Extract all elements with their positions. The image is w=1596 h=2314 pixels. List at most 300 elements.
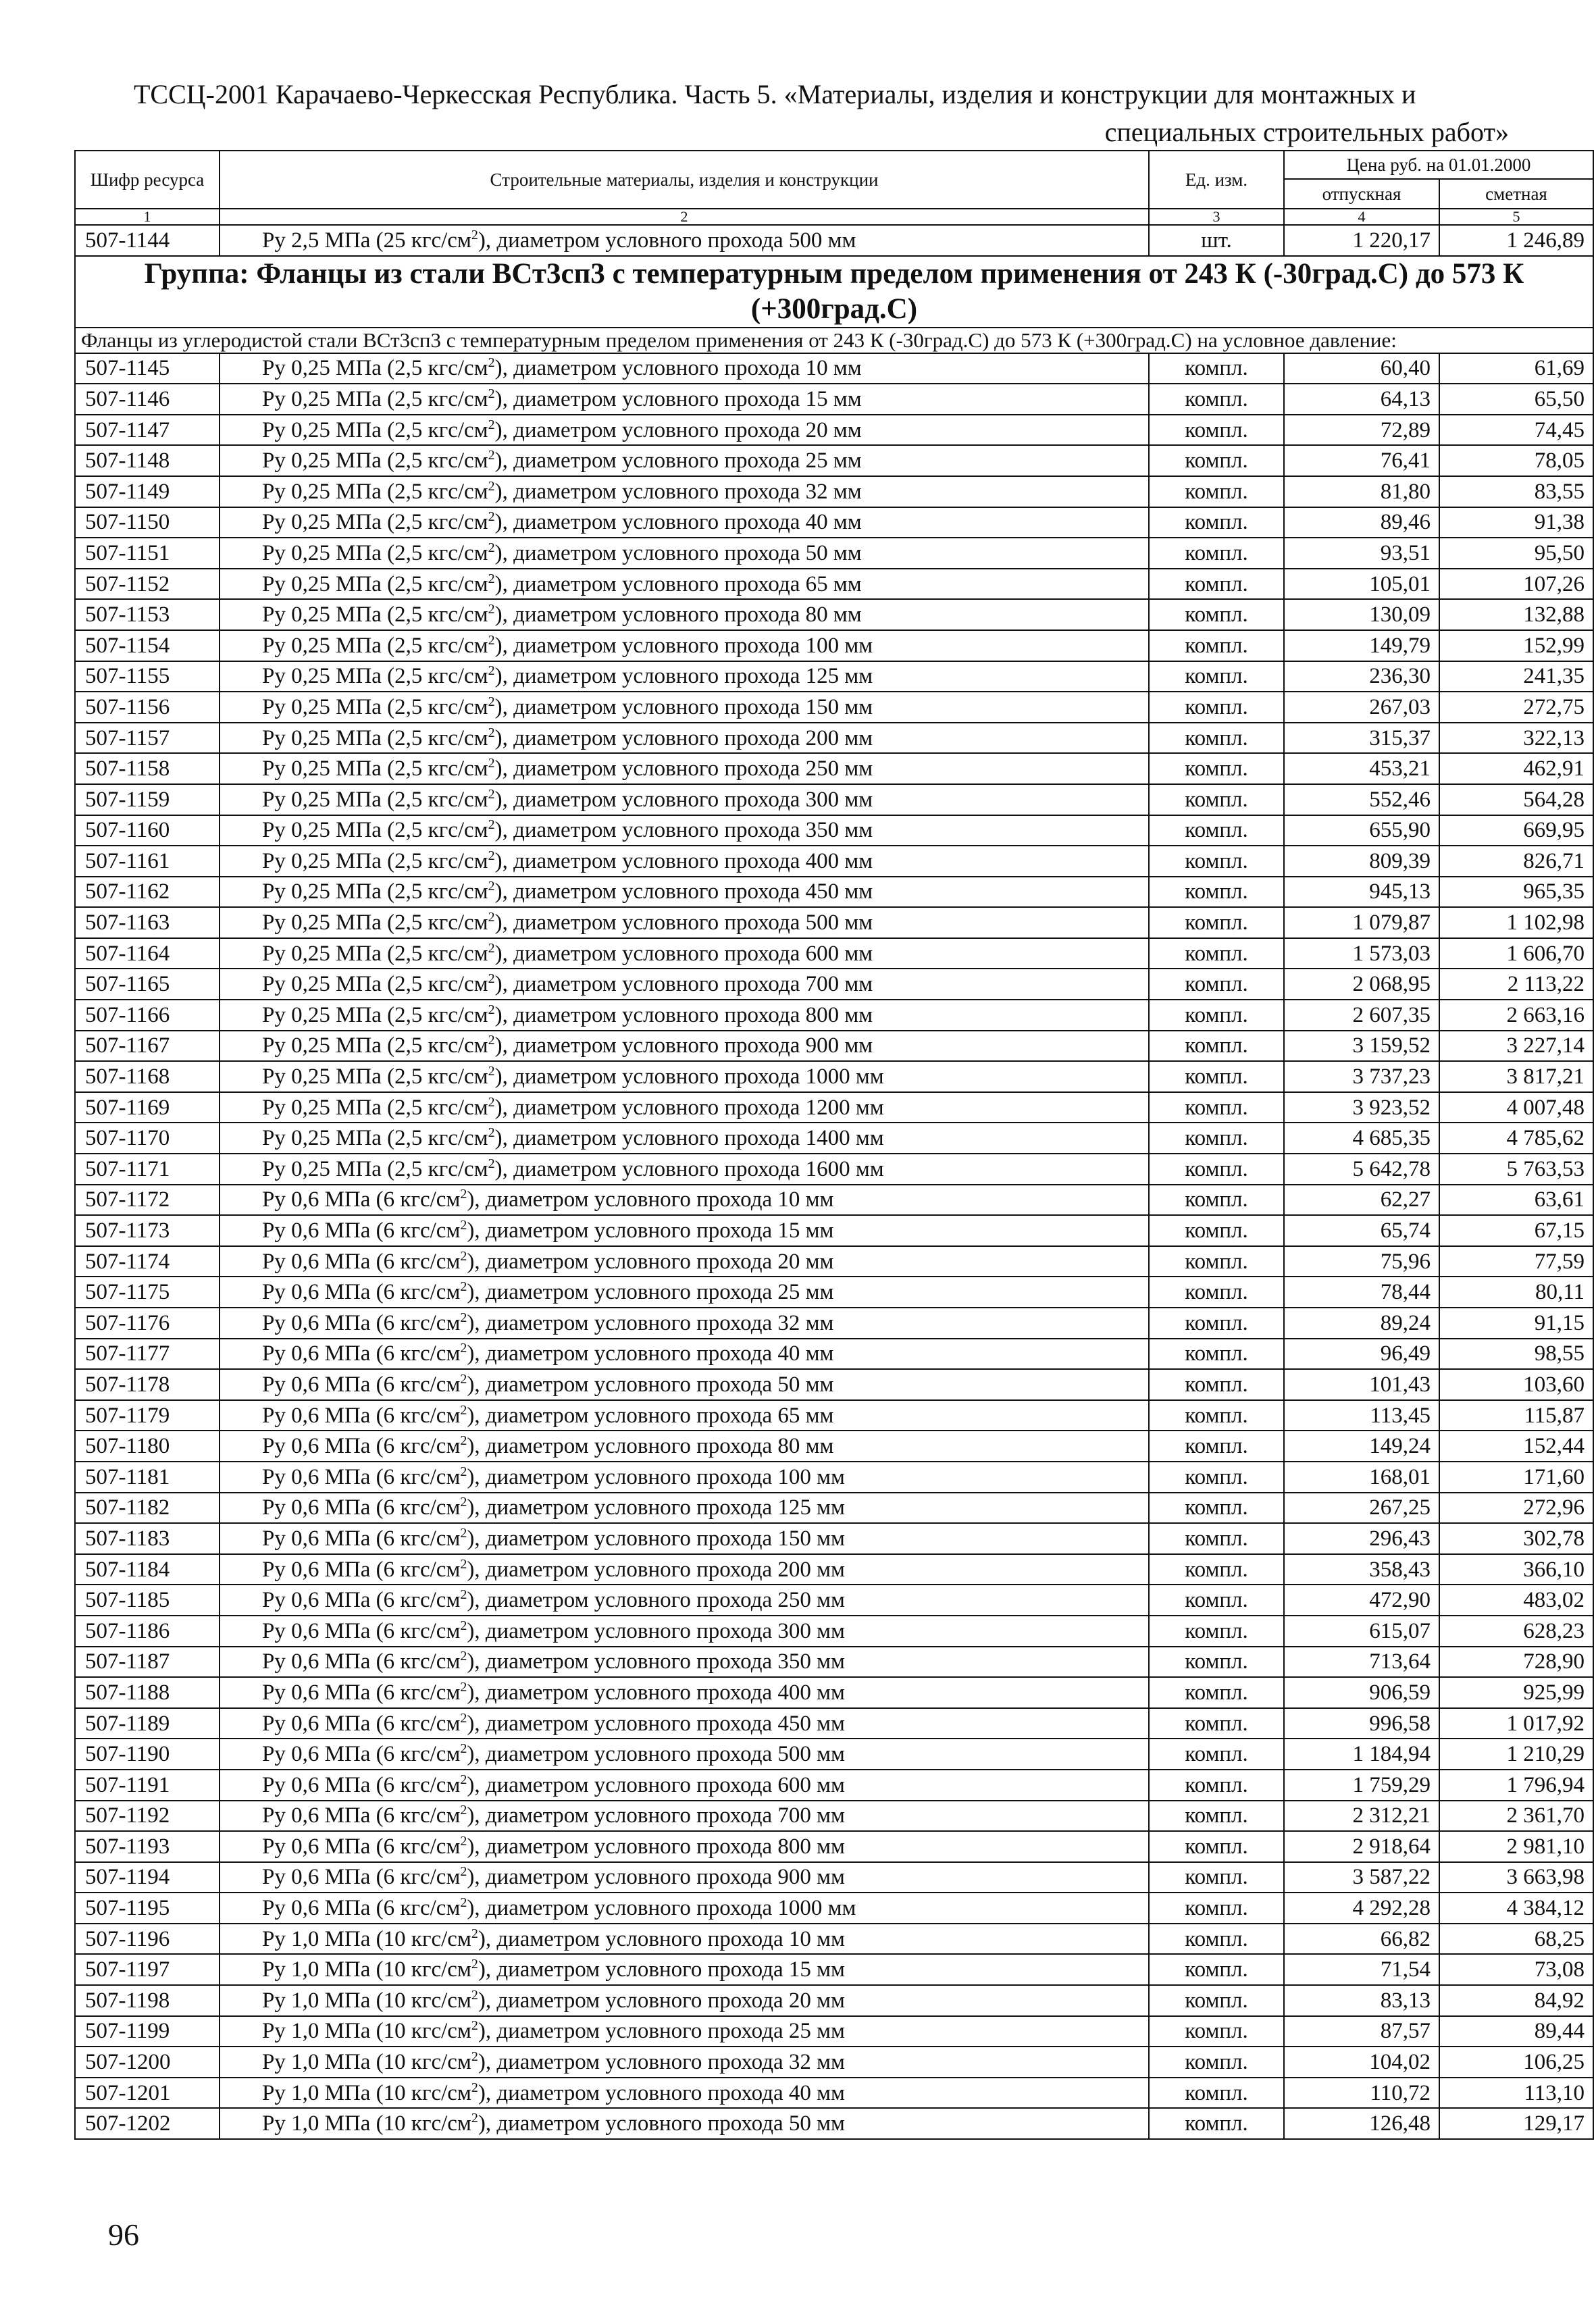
release-price: 1 759,29 bbox=[1284, 1770, 1439, 1801]
table-row bbox=[75, 630, 1593, 661]
release-price: 358,43 bbox=[1284, 1554, 1439, 1585]
table-row bbox=[75, 1554, 1593, 1585]
estimate-price: 826,71 bbox=[1439, 846, 1593, 877]
release-price: 2 312,21 bbox=[1284, 1801, 1439, 1832]
resource-code: 507-1166 bbox=[75, 1000, 220, 1031]
item-description: Ру 0,25 МПа (2,5 кгс/$см^2$), диаметром условного прохода 900 мм bbox=[220, 1031, 1149, 1062]
table-row bbox=[75, 1985, 1593, 2016]
table-row bbox=[75, 1061, 1593, 1092]
estimate-price: 2 361,70 bbox=[1439, 1801, 1593, 1832]
resource-code: 507-1181 bbox=[75, 1462, 220, 1493]
resource-code: 507-1177 bbox=[75, 1339, 220, 1370]
unit-of-measure: компл. bbox=[1149, 1000, 1284, 1031]
unit-of-measure: компл. bbox=[1149, 507, 1284, 538]
estimate-price: 65,50 bbox=[1439, 384, 1593, 415]
table-row bbox=[75, 1277, 1593, 1308]
release-price: 4 685,35 bbox=[1284, 1123, 1439, 1154]
item-description: Ру 0,6 МПа (6 кгс/$см^2$), диаметром условного прохода 50 мм bbox=[220, 1369, 1149, 1400]
unit-of-measure: компл. bbox=[1149, 1954, 1284, 1985]
group-heading-row bbox=[75, 256, 1593, 328]
resource-code: 507-1199 bbox=[75, 2016, 220, 2047]
item-description: Ру 0,6 МПа (6 кгс/$см^2$), диаметром условного прохода 150 мм bbox=[220, 1523, 1149, 1554]
item-description: Ру 0,6 МПа (6 кгс/$см^2$), диаметром условного прохода 800 мм bbox=[220, 1831, 1149, 1862]
item-description: Ру 0,6 МПа (6 кгс/$см^2$), диаметром условного прохода 400 мм bbox=[220, 1677, 1149, 1708]
unit-of-measure: компл. bbox=[1149, 1647, 1284, 1678]
resource-code: 507-1200 bbox=[75, 2047, 220, 2078]
item-description: Ру 1,0 МПа (10 кгс/$см^2$), диаметром условного прохода 25 мм bbox=[220, 2016, 1149, 2047]
table-row bbox=[75, 1000, 1593, 1031]
item-description: Ру 1,0 МПа (10 кгс/$см^2$), диаметром условного прохода 50 мм bbox=[220, 2108, 1149, 2139]
item-description: Ру 0,25 МПа (2,5 кгс/$см^2$), диаметром условного прохода 125 мм bbox=[220, 661, 1149, 692]
item-description: Ру 0,25 МПа (2,5 кгс/$см^2$), диаметром условного прохода 500 мм bbox=[220, 907, 1149, 938]
release-price: 3 737,23 bbox=[1284, 1061, 1439, 1092]
table-row bbox=[75, 1462, 1593, 1493]
estimate-price: 272,96 bbox=[1439, 1493, 1593, 1524]
release-price: 93,51 bbox=[1284, 538, 1439, 569]
unit-of-measure: компл. bbox=[1149, 1616, 1284, 1647]
estimate-price: 366,10 bbox=[1439, 1554, 1593, 1585]
unit-of-measure: компл. bbox=[1149, 1400, 1284, 1431]
column-header-code: Шифр ресурса bbox=[75, 151, 220, 209]
table-row bbox=[75, 692, 1593, 723]
estimate-price: 302,78 bbox=[1439, 1523, 1593, 1554]
release-price: 267,03 bbox=[1284, 692, 1439, 723]
release-price: 149,79 bbox=[1284, 630, 1439, 661]
estimate-price: 103,60 bbox=[1439, 1369, 1593, 1400]
release-price: 168,01 bbox=[1284, 1462, 1439, 1493]
resource-code: 507-1169 bbox=[75, 1092, 220, 1123]
estimate-price: 2 663,16 bbox=[1439, 1000, 1593, 1031]
unit-of-measure: компл. bbox=[1149, 1031, 1284, 1062]
item-description: Ру 0,6 МПа (6 кгс/$см^2$), диаметром условного прохода 450 мм bbox=[220, 1708, 1149, 1739]
estimate-price: 98,55 bbox=[1439, 1339, 1593, 1370]
item-description: Ру 0,25 МПа (2,5 кгс/$см^2$), диаметром условного прохода 800 мм bbox=[220, 1000, 1149, 1031]
table-row bbox=[75, 225, 1593, 256]
resource-code: 507-1198 bbox=[75, 1985, 220, 2016]
estimate-price: 3 817,21 bbox=[1439, 1061, 1593, 1092]
unit-of-measure: компл. bbox=[1149, 907, 1284, 938]
table-row bbox=[75, 569, 1593, 600]
estimate-price: 3 227,14 bbox=[1439, 1031, 1593, 1062]
item-description: Ру 1,0 МПа (10 кгс/$см^2$), диаметром условного прохода 15 мм bbox=[220, 1954, 1149, 1985]
item-description: Ру 0,25 МПа (2,5 кгс/$см^2$), диаметром условного прохода 1400 мм bbox=[220, 1123, 1149, 1154]
release-price: 5 642,78 bbox=[1284, 1154, 1439, 1185]
document-header bbox=[77, 76, 1509, 151]
release-price: 267,25 bbox=[1284, 1493, 1439, 1524]
table-row bbox=[75, 1893, 1593, 1924]
release-price: 906,59 bbox=[1284, 1677, 1439, 1708]
resource-code: 507-1194 bbox=[75, 1862, 220, 1893]
estimate-price: 925,99 bbox=[1439, 1677, 1593, 1708]
resource-code: 507-1159 bbox=[75, 784, 220, 815]
table-row bbox=[75, 1739, 1593, 1770]
table-row bbox=[75, 846, 1593, 877]
unit-of-measure: компл. bbox=[1149, 415, 1284, 446]
item-description: Ру 1,0 МПа (10 кгс/$см^2$), диаметром условного прохода 32 мм bbox=[220, 2047, 1149, 2078]
release-price: 83,13 bbox=[1284, 1985, 1439, 2016]
unit-of-measure: компл. bbox=[1149, 1092, 1284, 1123]
estimate-price: 728,90 bbox=[1439, 1647, 1593, 1678]
table-row bbox=[75, 2016, 1593, 2047]
estimate-price: 1 246,89 bbox=[1439, 225, 1593, 256]
estimate-price: 4 384,12 bbox=[1439, 1893, 1593, 1924]
unit-of-measure: компл. bbox=[1149, 599, 1284, 630]
release-price: 1 573,03 bbox=[1284, 938, 1439, 969]
item-description: Ру 0,25 МПа (2,5 кгс/$см^2$), диаметром условного прохода 600 мм bbox=[220, 938, 1149, 969]
item-description: Ру 0,25 МПа (2,5 кгс/$см^2$), диаметром условного прохода 300 мм bbox=[220, 784, 1149, 815]
unit-of-measure: компл. bbox=[1149, 1462, 1284, 1493]
table-row bbox=[75, 815, 1593, 846]
unit-of-measure: компл. bbox=[1149, 2078, 1284, 2109]
release-price: 87,57 bbox=[1284, 2016, 1439, 2047]
resource-code: 507-1157 bbox=[75, 723, 220, 754]
column-header-unit: Ед. изм. bbox=[1149, 151, 1284, 209]
resource-code: 507-1171 bbox=[75, 1154, 220, 1185]
estimate-price: 1 102,98 bbox=[1439, 907, 1593, 938]
estimate-price: 89,44 bbox=[1439, 2016, 1593, 2047]
unit-of-measure: компл. bbox=[1149, 538, 1284, 569]
item-description: Ру 0,6 МПа (6 кгс/$см^2$), диаметром условного прохода 25 мм bbox=[220, 1277, 1149, 1308]
table-row bbox=[75, 1954, 1593, 1985]
resource-code: 507-1149 bbox=[75, 476, 220, 507]
unit-of-measure: компл. bbox=[1149, 1770, 1284, 1801]
table-row bbox=[75, 1493, 1593, 1524]
item-description: Ру 0,6 МПа (6 кгс/$см^2$), диаметром условного прохода 32 мм bbox=[220, 1308, 1149, 1339]
resource-code: 507-1164 bbox=[75, 938, 220, 969]
table-row bbox=[75, 1831, 1593, 1862]
item-description: Ру 0,6 МПа (6 кгс/$см^2$), диаметром условного прохода 500 мм bbox=[220, 1739, 1149, 1770]
resource-code: 507-1191 bbox=[75, 1770, 220, 1801]
unit-of-measure: компл. bbox=[1149, 445, 1284, 476]
item-description: Ру 0,6 МПа (6 кгс/$см^2$), диаметром условного прохода 100 мм bbox=[220, 1462, 1149, 1493]
release-price: 315,37 bbox=[1284, 723, 1439, 754]
estimate-price: 628,23 bbox=[1439, 1616, 1593, 1647]
estimate-price: 132,88 bbox=[1439, 599, 1593, 630]
unit-of-measure: компл. bbox=[1149, 1924, 1284, 1955]
unit-of-measure: компл. bbox=[1149, 1215, 1284, 1246]
release-price: 62,27 bbox=[1284, 1185, 1439, 1216]
resource-code: 507-1156 bbox=[75, 692, 220, 723]
resource-code: 507-1196 bbox=[75, 1924, 220, 1955]
table-row bbox=[75, 969, 1593, 1000]
item-description: Ру 0,6 МПа (6 кгс/$см^2$), диаметром условного прохода 300 мм bbox=[220, 1616, 1149, 1647]
estimate-price: 91,38 bbox=[1439, 507, 1593, 538]
release-price: 89,24 bbox=[1284, 1308, 1439, 1339]
resource-code: 507-1183 bbox=[75, 1523, 220, 1554]
estimate-price: 241,35 bbox=[1439, 661, 1593, 692]
unit-of-measure: компл. bbox=[1149, 815, 1284, 846]
resource-code: 507-1184 bbox=[75, 1554, 220, 1585]
unit-of-measure: компл. bbox=[1149, 1123, 1284, 1154]
release-price: 1 220,17 bbox=[1284, 225, 1439, 256]
release-price: 472,90 bbox=[1284, 1585, 1439, 1616]
column-header-price: Цена руб. на 01.01.2000 bbox=[1284, 151, 1593, 179]
estimate-price: 322,13 bbox=[1439, 723, 1593, 754]
resource-code: 507-1192 bbox=[75, 1801, 220, 1832]
release-price: 809,39 bbox=[1284, 846, 1439, 877]
resource-code: 507-1175 bbox=[75, 1277, 220, 1308]
item-description: Ру 0,6 МПа (6 кгс/$см^2$), диаметром условного прохода 350 мм bbox=[220, 1647, 1149, 1678]
resource-code: 507-1152 bbox=[75, 569, 220, 600]
resource-code: 507-1202 bbox=[75, 2108, 220, 2139]
release-price: 713,64 bbox=[1284, 1647, 1439, 1678]
table-row bbox=[75, 599, 1593, 630]
table-row bbox=[75, 1092, 1593, 1123]
estimate-price: 4 007,48 bbox=[1439, 1092, 1593, 1123]
estimate-price: 84,92 bbox=[1439, 1985, 1593, 2016]
table-row bbox=[75, 938, 1593, 969]
table-header-row bbox=[75, 151, 1593, 179]
estimate-price: 113,10 bbox=[1439, 2078, 1593, 2109]
table-row bbox=[75, 1031, 1593, 1062]
column-header-estimate-price: сметная bbox=[1439, 179, 1593, 209]
unit-of-measure: компл. bbox=[1149, 1246, 1284, 1277]
table-row bbox=[75, 1924, 1593, 1955]
table-row bbox=[75, 1862, 1593, 1893]
release-price: 236,30 bbox=[1284, 661, 1439, 692]
estimate-price: 80,11 bbox=[1439, 1277, 1593, 1308]
release-price: 75,96 bbox=[1284, 1246, 1439, 1277]
item-description: Ру 0,25 МПа (2,5 кгс/$см^2$), диаметром условного прохода 40 мм bbox=[220, 507, 1149, 538]
unit-of-measure: компл. bbox=[1149, 877, 1284, 908]
resource-code: 507-1145 bbox=[75, 353, 220, 384]
estimate-price: 272,75 bbox=[1439, 692, 1593, 723]
unit-of-measure: компл. bbox=[1149, 476, 1284, 507]
resource-code: 507-1173 bbox=[75, 1215, 220, 1246]
estimate-price: 152,44 bbox=[1439, 1431, 1593, 1462]
item-description: Ру 0,6 МПа (6 кгс/$см^2$), диаметром условного прохода 80 мм bbox=[220, 1431, 1149, 1462]
estimate-price: 63,61 bbox=[1439, 1185, 1593, 1216]
unit-of-measure: компл. bbox=[1149, 1308, 1284, 1339]
release-price: 3 159,52 bbox=[1284, 1031, 1439, 1062]
resource-code: 507-1185 bbox=[75, 1585, 220, 1616]
estimate-price: 152,99 bbox=[1439, 630, 1593, 661]
table-row bbox=[75, 907, 1593, 938]
estimate-price: 1 796,94 bbox=[1439, 1770, 1593, 1801]
item-description: Ру 0,6 МПа (6 кгс/$см^2$), диаметром условного прохода 600 мм bbox=[220, 1770, 1149, 1801]
item-description: Ру 1,0 МПа (10 кгс/$см^2$), диаметром условного прохода 40 мм bbox=[220, 2078, 1149, 2109]
resource-code: 507-1147 bbox=[75, 415, 220, 446]
release-price: 615,07 bbox=[1284, 1616, 1439, 1647]
document-title-line-2: специальных строительных работ» bbox=[1104, 117, 1509, 147]
item-description: Ру 0,25 МПа (2,5 кгс/$см^2$), диаметром условного прохода 150 мм bbox=[220, 692, 1149, 723]
release-price: 66,82 bbox=[1284, 1924, 1439, 1955]
table-row bbox=[75, 384, 1593, 415]
release-price: 3 587,22 bbox=[1284, 1862, 1439, 1893]
release-price: 2 607,35 bbox=[1284, 1000, 1439, 1031]
unit-of-measure: компл. bbox=[1149, 2108, 1284, 2139]
release-price: 996,58 bbox=[1284, 1708, 1439, 1739]
resource-code: 507-1167 bbox=[75, 1031, 220, 1062]
resource-code: 507-1195 bbox=[75, 1893, 220, 1924]
column-number: 3 bbox=[1149, 209, 1284, 225]
unit-of-measure: компл. bbox=[1149, 1801, 1284, 1832]
unit-of-measure: компл. bbox=[1149, 1154, 1284, 1185]
table-row bbox=[75, 1801, 1593, 1832]
resource-code: 507-1172 bbox=[75, 1185, 220, 1216]
unit-of-measure: компл. bbox=[1149, 969, 1284, 1000]
item-description: Ру 0,6 МПа (6 кгс/$см^2$), диаметром условного прохода 1000 мм bbox=[220, 1893, 1149, 1924]
table-row bbox=[75, 1369, 1593, 1400]
item-description: Ру 0,6 МПа (6 кгс/$см^2$), диаметром условного прохода 250 мм bbox=[220, 1585, 1149, 1616]
item-description: Ру 1,0 МПа (10 кгс/$см^2$), диаметром условного прохода 20 мм bbox=[220, 1985, 1149, 2016]
resource-code: 507-1178 bbox=[75, 1369, 220, 1400]
unit-of-measure: компл. bbox=[1149, 1339, 1284, 1370]
release-price: 2 068,95 bbox=[1284, 969, 1439, 1000]
resource-code: 507-1176 bbox=[75, 1308, 220, 1339]
release-price: 945,13 bbox=[1284, 877, 1439, 908]
release-price: 81,80 bbox=[1284, 476, 1439, 507]
item-description: Ру 0,6 МПа (6 кгс/$см^2$), диаметром условного прохода 40 мм bbox=[220, 1339, 1149, 1370]
estimate-price: 67,15 bbox=[1439, 1215, 1593, 1246]
release-price: 130,09 bbox=[1284, 599, 1439, 630]
table-row bbox=[75, 1585, 1593, 1616]
release-price: 72,89 bbox=[1284, 415, 1439, 446]
item-description: Ру 0,6 МПа (6 кгс/$см^2$), диаметром условного прохода 700 мм bbox=[220, 1801, 1149, 1832]
table-row bbox=[75, 538, 1593, 569]
unit-of-measure: компл. bbox=[1149, 661, 1284, 692]
estimate-price: 78,05 bbox=[1439, 445, 1593, 476]
unit-of-measure: компл. bbox=[1149, 938, 1284, 969]
release-price: 2 918,64 bbox=[1284, 1831, 1439, 1862]
estimate-price: 95,50 bbox=[1439, 538, 1593, 569]
release-price: 89,46 bbox=[1284, 507, 1439, 538]
estimate-price: 61,69 bbox=[1439, 353, 1593, 384]
resource-code: 507-1151 bbox=[75, 538, 220, 569]
column-number-row bbox=[75, 209, 1593, 225]
estimate-price: 68,25 bbox=[1439, 1924, 1593, 1955]
document-title-line-1: ТССЦ-2001 Карачаево-Черкесская Республика. Часть 5. «Материалы, изделия и конструкции для монтажных и bbox=[134, 79, 1416, 109]
resource-code: 507-1146 bbox=[75, 384, 220, 415]
unit-of-measure: компл. bbox=[1149, 1523, 1284, 1554]
estimate-price: 1 210,29 bbox=[1439, 1739, 1593, 1770]
unit-of-measure: компл. bbox=[1149, 1739, 1284, 1770]
estimate-price: 2 981,10 bbox=[1439, 1831, 1593, 1862]
column-header-description: Строительные материалы, изделия и конструкции bbox=[220, 151, 1149, 209]
table-row bbox=[75, 1647, 1593, 1678]
table-row bbox=[75, 1677, 1593, 1708]
group-title: Группа: Фланцы из стали ВСт3сп3 с температурным пределом применения от 243 К (-30град.С) до 573 К (+300град.С) bbox=[75, 256, 1593, 328]
release-price: 64,13 bbox=[1284, 384, 1439, 415]
item-description: Ру 0,25 МПа (2,5 кгс/$см^2$), диаметром условного прохода 80 мм bbox=[220, 599, 1149, 630]
table-row bbox=[75, 507, 1593, 538]
estimate-price: 483,02 bbox=[1439, 1585, 1593, 1616]
item-description: Ру 0,25 МПа (2,5 кгс/$см^2$), диаметром условного прохода 1200 мм bbox=[220, 1092, 1149, 1123]
item-description: Ру 0,25 МПа (2,5 кгс/$см^2$), диаметром условного прохода 1000 мм bbox=[220, 1061, 1149, 1092]
release-price: 655,90 bbox=[1284, 815, 1439, 846]
release-price: 149,24 bbox=[1284, 1431, 1439, 1462]
unit-of-measure: компл. bbox=[1149, 1277, 1284, 1308]
item-description: Ру 0,25 МПа (2,5 кгс/$см^2$), диаметром условного прохода 1600 мм bbox=[220, 1154, 1149, 1185]
item-description: Ру 0,6 МПа (6 кгс/$см^2$), диаметром условного прохода 900 мм bbox=[220, 1862, 1149, 1893]
unit-of-measure: компл. bbox=[1149, 569, 1284, 600]
table-row bbox=[75, 2108, 1593, 2139]
estimate-price: 669,95 bbox=[1439, 815, 1593, 846]
unit-of-measure: компл. bbox=[1149, 723, 1284, 754]
unit-of-measure: шт. bbox=[1149, 225, 1284, 256]
resource-code: 507-1197 bbox=[75, 1954, 220, 1985]
table-row bbox=[75, 353, 1593, 384]
table-row bbox=[75, 1616, 1593, 1647]
estimate-price: 73,08 bbox=[1439, 1954, 1593, 1985]
resource-code: 507-1165 bbox=[75, 969, 220, 1000]
page-number: 96 bbox=[108, 2217, 139, 2252]
release-price: 113,45 bbox=[1284, 1400, 1439, 1431]
resource-code: 507-1160 bbox=[75, 815, 220, 846]
estimate-price: 4 785,62 bbox=[1439, 1123, 1593, 1154]
unit-of-measure: компл. bbox=[1149, 630, 1284, 661]
release-price: 1 184,94 bbox=[1284, 1739, 1439, 1770]
estimate-price: 3 663,98 bbox=[1439, 1862, 1593, 1893]
release-price: 60,40 bbox=[1284, 353, 1439, 384]
unit-of-measure: компл. bbox=[1149, 1893, 1284, 1924]
table-row bbox=[75, 723, 1593, 754]
resource-code: 507-1187 bbox=[75, 1647, 220, 1678]
table-row bbox=[75, 1123, 1593, 1154]
resource-code: 507-1179 bbox=[75, 1400, 220, 1431]
item-description: Ру 0,6 МПа (6 кгс/$см^2$), диаметром условного прохода 15 мм bbox=[220, 1215, 1149, 1246]
table-row bbox=[75, 1770, 1593, 1801]
release-price: 110,72 bbox=[1284, 2078, 1439, 2109]
item-description: Ру 0,6 МПа (6 кгс/$см^2$), диаметром условного прохода 10 мм bbox=[220, 1185, 1149, 1216]
table-row bbox=[75, 1215, 1593, 1246]
estimate-price: 5 763,53 bbox=[1439, 1154, 1593, 1185]
column-number: 5 bbox=[1439, 209, 1593, 225]
table-row bbox=[75, 476, 1593, 507]
item-description: Ру 0,25 МПа (2,5 кгс/$см^2$), диаметром условного прохода 50 мм bbox=[220, 538, 1149, 569]
estimate-price: 564,28 bbox=[1439, 784, 1593, 815]
unit-of-measure: компл. bbox=[1149, 384, 1284, 415]
resource-code: 507-1168 bbox=[75, 1061, 220, 1092]
table-row bbox=[75, 753, 1593, 784]
resource-code: 507-1182 bbox=[75, 1493, 220, 1524]
estimate-price: 1 606,70 bbox=[1439, 938, 1593, 969]
estimate-price: 462,91 bbox=[1439, 753, 1593, 784]
unit-of-measure: компл. bbox=[1149, 1862, 1284, 1893]
table-row bbox=[75, 415, 1593, 446]
release-price: 96,49 bbox=[1284, 1339, 1439, 1370]
resource-code: 507-1148 bbox=[75, 445, 220, 476]
resource-code: 507-1154 bbox=[75, 630, 220, 661]
estimate-price: 129,17 bbox=[1439, 2108, 1593, 2139]
estimate-price: 74,45 bbox=[1439, 415, 1593, 446]
item-description: Ру 0,25 МПа (2,5 кгс/$см^2$), диаметром условного прохода 700 мм bbox=[220, 969, 1149, 1000]
estimate-price: 83,55 bbox=[1439, 476, 1593, 507]
group-subtitle: Фланцы из углеродистой стали ВСт3сп3 с температурным пределом применения от 243 К (-30град.С) до 573 К (+300град.С) на условное давление: bbox=[75, 328, 1593, 353]
estimate-price: 115,87 bbox=[1439, 1400, 1593, 1431]
release-price: 1 079,87 bbox=[1284, 907, 1439, 938]
table-row bbox=[75, 1523, 1593, 1554]
column-number: 2 bbox=[220, 209, 1149, 225]
table-row bbox=[75, 1308, 1593, 1339]
unit-of-measure: компл. bbox=[1149, 1493, 1284, 1524]
item-description: Ру 0,25 МПа (2,5 кгс/$см^2$), диаметром условного прохода 32 мм bbox=[220, 476, 1149, 507]
resource-code: 507-1163 bbox=[75, 907, 220, 938]
release-price: 296,43 bbox=[1284, 1523, 1439, 1554]
unit-of-measure: компл. bbox=[1149, 353, 1284, 384]
item-description: Ру 0,6 МПа (6 кгс/$см^2$), диаметром условного прохода 125 мм bbox=[220, 1493, 1149, 1524]
unit-of-measure: компл. bbox=[1149, 1369, 1284, 1400]
table-row bbox=[75, 661, 1593, 692]
table-row bbox=[75, 1154, 1593, 1185]
unit-of-measure: компл. bbox=[1149, 1585, 1284, 1616]
resource-code: 507-1153 bbox=[75, 599, 220, 630]
item-description: Ру 0,25 МПа (2,5 кгс/$см^2$), диаметром условного прохода 15 мм bbox=[220, 384, 1149, 415]
release-price: 76,41 bbox=[1284, 445, 1439, 476]
unit-of-measure: компл. bbox=[1149, 1185, 1284, 1216]
item-description: Ру 0,25 МПа (2,5 кгс/$см^2$), диаметром условного прохода 200 мм bbox=[220, 723, 1149, 754]
release-price: 4 292,28 bbox=[1284, 1893, 1439, 1924]
